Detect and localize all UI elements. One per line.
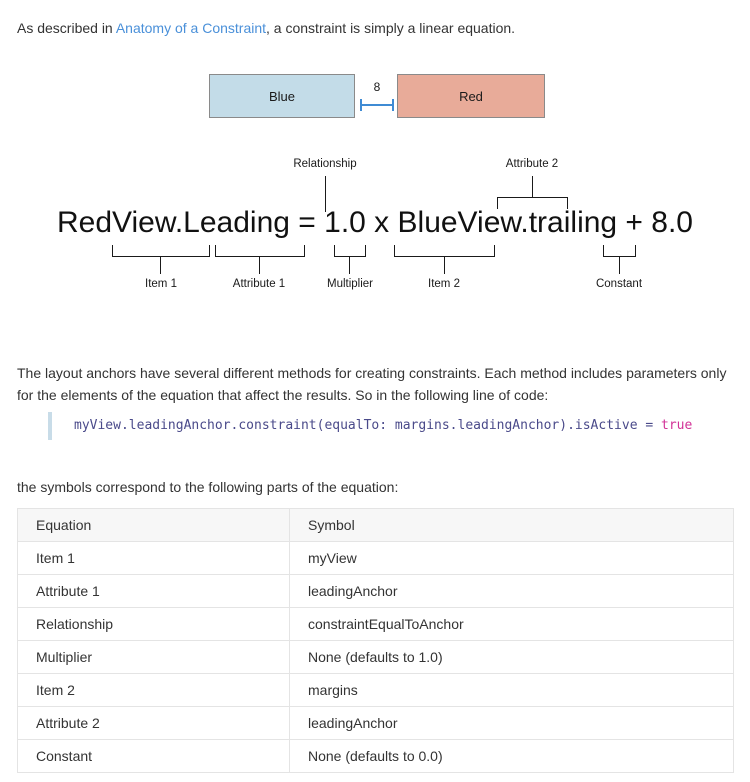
symbols-correspond-paragraph: the symbols correspond to the following parts of the equation: <box>17 479 399 495</box>
table-row <box>18 575 734 608</box>
cell-symbol: constraintEqualToAnchor <box>290 608 734 641</box>
equation-anatomy-figure <box>0 150 750 305</box>
equation-symbol-table <box>17 508 734 773</box>
anatomy-of-a-constraint-link[interactable]: Anatomy of a Constraint <box>115 20 267 36</box>
table-row <box>18 608 734 641</box>
connector-multiplier <box>349 256 350 274</box>
cell-equation: Constant <box>18 740 290 773</box>
label-item-2: Item 2 <box>428 278 460 290</box>
table-row <box>18 641 734 674</box>
cell-symbol: None (defaults to 0.0) <box>290 740 734 773</box>
intro-text-before: As described in <box>17 20 116 36</box>
connector-attribute-2-stem <box>532 176 533 198</box>
constraint-box-figure <box>0 74 750 126</box>
blue-view-box <box>209 74 355 118</box>
label-constant: Constant <box>595 278 643 290</box>
cell-equation: Item 1 <box>18 542 290 575</box>
cell-equation: Attribute 1 <box>18 575 290 608</box>
bracket-constant-right <box>635 245 636 257</box>
cell-equation: Attribute 2 <box>18 707 290 740</box>
connector-item-1 <box>160 256 161 274</box>
code-keyword-true: true <box>661 418 693 433</box>
connector-attribute-1 <box>259 256 260 274</box>
label-attribute-1: Attribute 1 <box>232 278 286 290</box>
code-sample-block <box>48 412 728 440</box>
equation-symbol-table-wrapper <box>17 508 733 773</box>
column-header-symbol: Symbol <box>290 509 734 542</box>
cell-equation: Relationship <box>18 608 290 641</box>
table-body <box>18 542 734 773</box>
table-row <box>18 674 734 707</box>
label-multiplier: Multiplier <box>326 278 373 290</box>
cell-symbol: myView <box>290 542 734 575</box>
layout-anchors-paragraph: The layout anchors have several different methods for creating constraints. Each method includes parameters only for the elements of the equation that affect the results. So in the following line of code: <box>17 365 727 403</box>
bracket-multiplier-bottom <box>334 256 366 257</box>
connector-item-2 <box>444 256 445 274</box>
spacing-value-label: 8 <box>373 80 381 94</box>
bracket-item-2-right <box>494 245 495 257</box>
dimension-cap-right <box>392 99 394 111</box>
bracket-item-1-right <box>209 245 210 257</box>
spacing-dimension <box>357 80 397 118</box>
cell-symbol: None (defaults to 1.0) <box>290 641 734 674</box>
label-relationship: Relationship <box>293 158 357 170</box>
intro-text-after: , a constraint is simply a linear equation. <box>266 20 516 36</box>
dimension-cap-left <box>360 99 362 111</box>
table-row <box>18 740 734 773</box>
bracket-attribute-2-top <box>497 197 568 198</box>
code-statement: myView.leadingAnchor.constraint(equalTo: margins.leadingAnchor).isActive = <box>74 418 661 433</box>
blue-view-label: Blue <box>268 88 296 104</box>
bracket-attribute-1-bottom <box>215 256 305 257</box>
cell-symbol: leadingAnchor <box>290 575 734 608</box>
cell-equation: Multiplier <box>18 641 290 674</box>
red-view-box <box>397 74 545 118</box>
table-row <box>18 707 734 740</box>
dimension-line <box>360 104 394 106</box>
label-attribute-2: Attribute 2 <box>505 158 559 170</box>
cell-equation: Item 2 <box>18 674 290 707</box>
cell-symbol: leadingAnchor <box>290 707 734 740</box>
column-header-equation: Equation <box>18 509 290 542</box>
table-header-row <box>18 509 734 542</box>
connector-constant <box>619 256 620 274</box>
cell-symbol: margins <box>290 674 734 707</box>
bracket-attribute-1-right <box>304 245 305 257</box>
table-row <box>18 542 734 575</box>
bracket-multiplier-right <box>365 245 366 257</box>
constraint-equation: RedView.Leading = 1.0 x BlueView.trailing + 8.0 <box>56 206 693 239</box>
intro-paragraph <box>17 18 733 38</box>
label-item-1: Item 1 <box>145 278 177 290</box>
red-view-label: Red <box>459 88 483 104</box>
bracket-item-1-bottom <box>112 256 210 257</box>
